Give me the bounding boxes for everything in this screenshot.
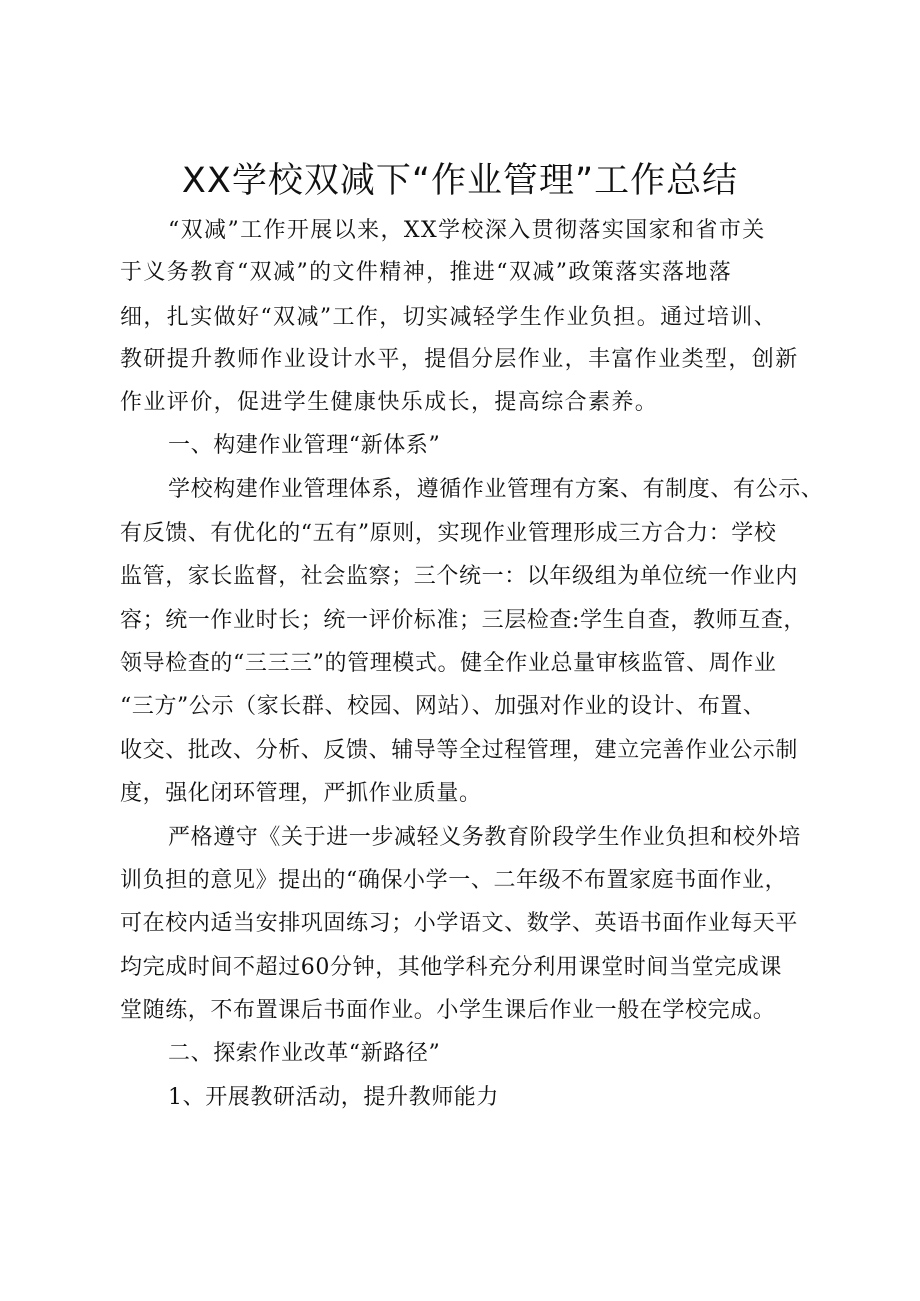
paragraph-line: 训负担的意见》提出的“确保小学一、二年级不布置家庭书面作业， (120, 868, 788, 893)
intro-line: 细，扎实做好“双减”工作，切实减轻学生作业负担。通过培训、 (120, 305, 778, 330)
list-item: 1、开展教研活动，提升教师能力 (168, 1085, 499, 1110)
paragraph-line: 均完成时间不超过60分钟，其他学科充分利用课堂时间当堂完成课 (120, 955, 782, 980)
paragraph-line: 收交、批改、分析、反馈、辅导等全过程管理，建立完善作业公示制 (120, 738, 799, 763)
paragraph-line: 学校构建作业管理体系，遵循作业管理有方案、有制度、有公示、 (168, 477, 824, 502)
intro-line: 作业评价，促进学生健康快乐成长，提高综合素养。 (120, 390, 659, 415)
paragraph-line: 堂随练，不布置课后书面作业。小学生课后作业一般在学校完成。 (120, 998, 776, 1023)
intro-line: 于义务教育“双减”的文件精神，推进“双减”政策落实落地落 (120, 260, 733, 285)
intro-line: “双减”工作开展以来，XX学校深入贯彻落实国家和省市关 (168, 218, 766, 243)
document-title: XX学校双减下“作业管理”工作总结 (181, 161, 739, 201)
section-heading-2: 二、探索作业改革“新路径” (168, 1041, 441, 1066)
paragraph-line: 有反馈、有优化的“五有”原则，实现作业管理形成三方合力：学校 (120, 521, 777, 546)
paragraph-line: 度，强化闭环管理，严抓作业质量。 (120, 781, 482, 806)
paragraph-line: 严格遵守《关于进一步减轻义务教育阶段学生作业负担和校外培 (168, 825, 801, 850)
paragraph-line: 可在校内适当安排巩固练习；小学语文、数学、英语书面作业每天平 (120, 911, 799, 936)
paragraph-line: 监管，家长监督，社会监察；三个统一：以年级组为单位统一作业内 (120, 564, 799, 589)
paragraph-line: “三方”公示（家长群、校园、网站）、加强对作业的设计、布置、 (120, 694, 766, 719)
paragraph-line: 容；统一作业时长；统一评价标准；三层检查:学生自查，教师互查， (120, 608, 807, 633)
paragraph-line: 领导检查的“三三三”的管理模式。健全作业总量审核监管、周作业 (120, 651, 777, 676)
section-heading-1: 一、构建作业管理“新体系” (168, 433, 441, 458)
intro-line: 教研提升教师作业设计水平，提倡分层作业，丰富作业类型，创新 (120, 347, 799, 372)
